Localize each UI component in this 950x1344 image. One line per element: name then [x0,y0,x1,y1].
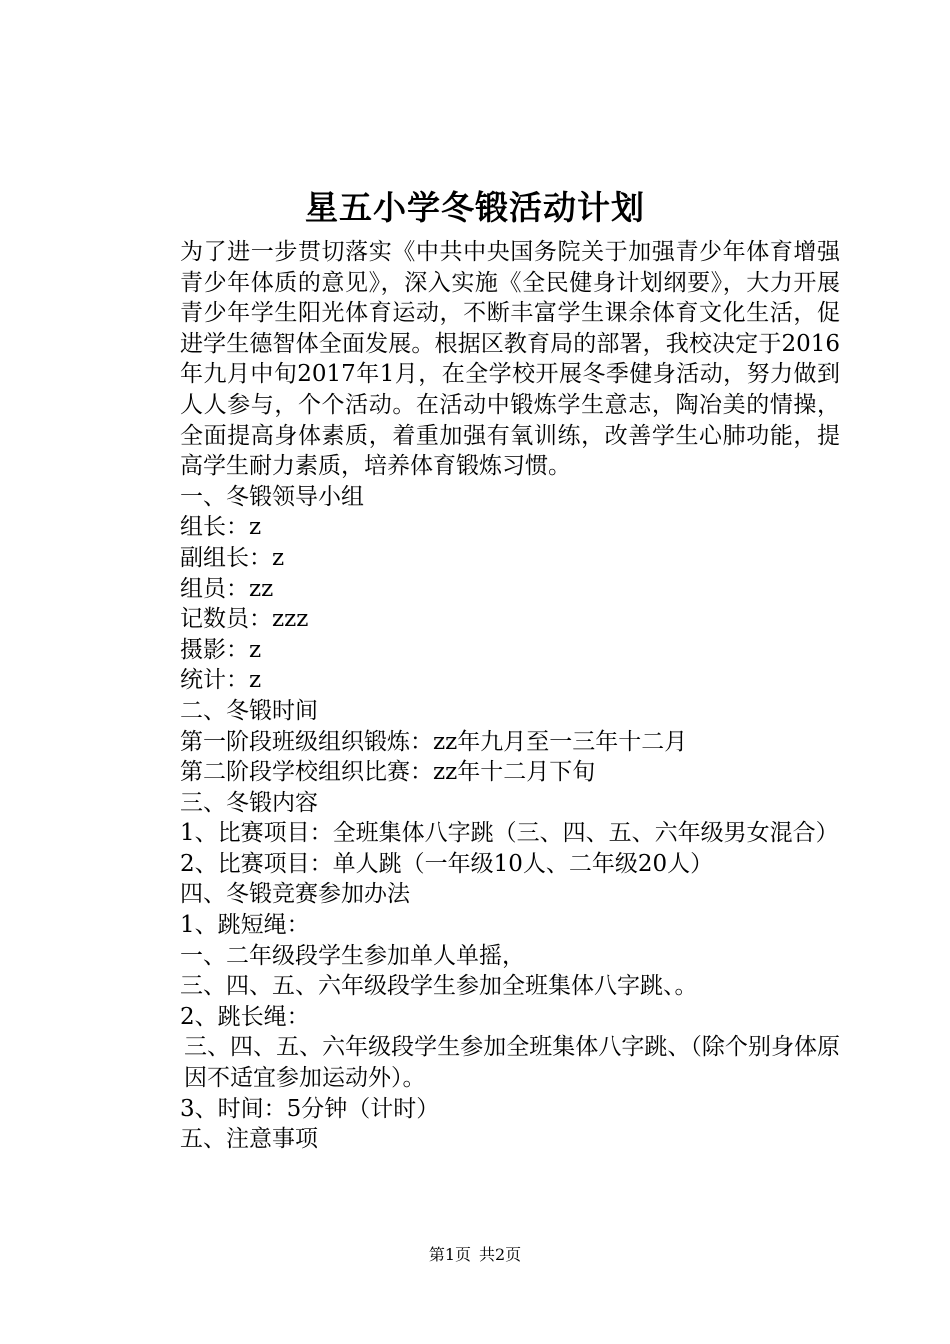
section-heading-time: 二、冬锻时间 [180,697,318,724]
section-heading-content: 三、冬锻内容 [180,789,318,816]
document-body [130,237,840,1155]
leader-line: 组长：z [180,514,262,541]
section-heading-leadership: 一、冬锻领导小组 [180,483,364,510]
rule2-a-paragraph: 三、四、五、六年级段学生参加全班集体八字跳、（除个别身体原因不适宜参加运动外）。 [184,1034,840,1092]
item2-line: 2、比赛项目：单人跳（一年级10人、二年级20人） [180,850,714,877]
page-number: 第1页 [428,1245,471,1264]
rule3-line: 3、时间：5分钟（计时） [180,1095,440,1122]
members-line: 组员：zz [180,575,274,602]
vice-leader-line: 副组长：z [180,544,285,571]
rule2-heading: 2、跳长绳： [180,1003,310,1030]
document-title: 星五小学冬锻活动计划 [305,188,645,227]
phase1-line: 第一阶段班级组织锻炼：zz年九月至一三年十二月 [180,728,688,755]
scorekeeper-line: 记数员：zzz [180,606,309,633]
rule1-b-line: 三、四、五、六年级段学生参加全班集体八字跳、。 [180,973,698,1000]
page-footer [0,1244,950,1266]
item1-paragraph: 1、比赛项目：全班集体八字跳（三、四、五、六年级男女混合） [180,820,839,847]
phase2-line: 第二阶段学校组织比赛：zz年十二月下旬 [180,759,596,786]
photographer-line: 摄影：z [180,636,262,663]
page-total: 共2页 [479,1245,522,1264]
statistics-line: 统计：z [180,667,262,694]
intro-paragraph: 为了进一步贯切落实《中共中央国务院关于加强青少年体育增强青少年体质的意见》，深入实施《全民健身计划纲要》，大力开展青少年学生阳光体育运动，不断丰富学生课余体育文化生活，促进学生德智体全面发展。根据区教育局的部署，我校决定于2016年九月中旬2017年1月，在全学校开展冬季健身活动，努力做到人人参与，个个活动。在活动中锻炼学生意志，陶冶美的情操，全面提高身体素质，着重加强有氧训练，改善学生心肺功能，提高学生耐力素质，培养体育锻炼习惯。 [180,239,840,480]
rule1-heading: 1、跳短绳： [180,912,310,939]
rule1-a-line: 一、二年级段学生参加单人单摇， [180,942,525,969]
section-heading-notes: 五、注意事项 [180,1126,318,1153]
section-heading-rules: 四、冬锻竞赛参加办法 [180,881,410,908]
